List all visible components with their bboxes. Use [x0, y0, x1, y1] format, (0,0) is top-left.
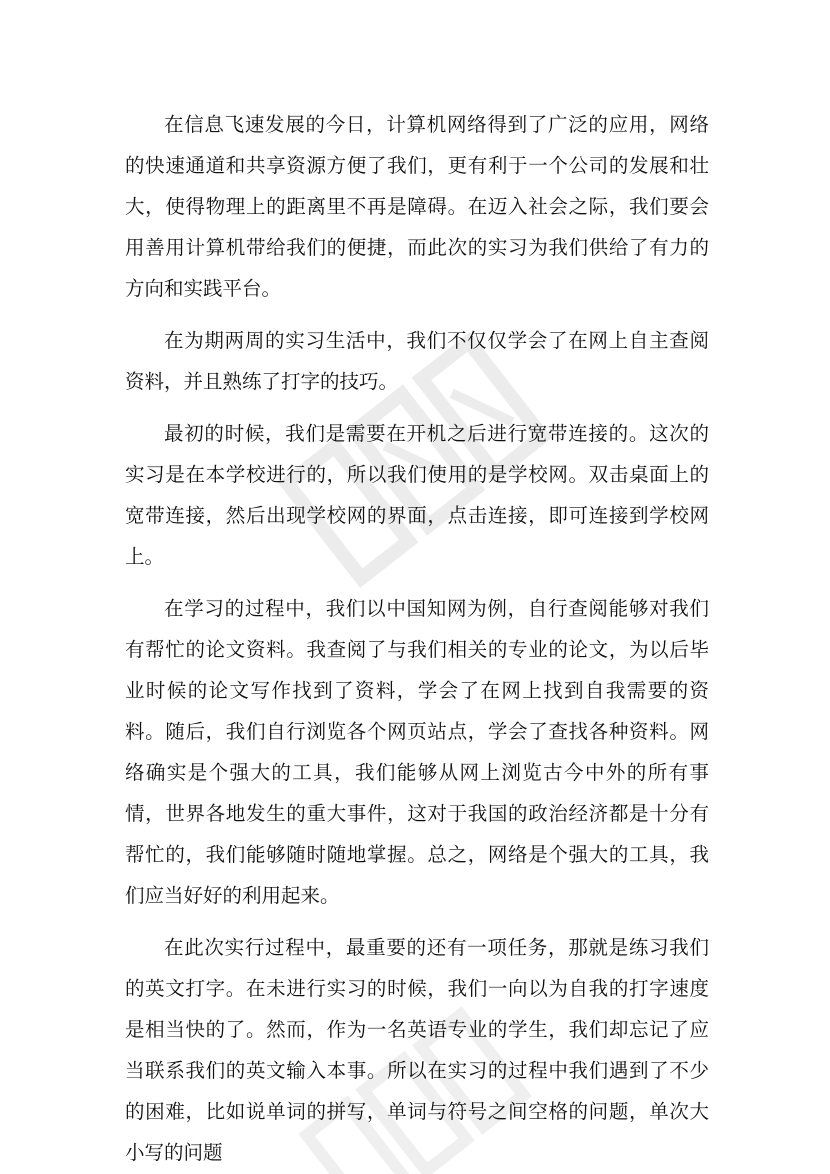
paragraph-two-weeks: 在为期两周的实习生活中，我们不仅仅学会了在网上自主查阅资料，并且熟练了打字的技巧。 [125, 329, 709, 393]
paragraph-typing: 在此次实行过程中，最重要的还有一项任务，那就是练习我们的英文打字。在未进行实习的时候，我们一向以为自我的打字速度是相当快的了。然而，作为一名英语专业的学生，我们却忘记了应当联系我们的英文输入本事。所以在实习的过程中我们遇到了不少的困难，比如说单词的拼写，单词与符号之间空格的问题，单次大小写的问题 [125, 936, 709, 1164]
paragraph-cnki: 在学习的过程中，我们以中国知网为例，自行查阅能够对我们有帮忙的论文资料。我查阅了与我们相关的专业的论文，为以后毕业时候的论文写作找到了资料，学会了在网上找到自我需要的资料。随后，我们自行浏览各个网页站点，学会了查找各种资料。网络确实是个强大的工具，我们能够从网上浏览古今中外的所有事情，世界各地发生的重大事件，这对于我国的政治经济都是十分有帮忙的，我们能够随时随地掌握。总之，网络是个强大的工具，我们应当好好的利用起来。 [125, 597, 709, 907]
paragraph-broadband: 最初的时候，我们是需要在开机之后进行宽带连接的。这次的实习是在本学校进行的，所以我们使用的是学校网。双击桌面上的宽带连接，然后出现学校网的界面，点击连接，即可连接到学校网上。 [125, 422, 709, 568]
document-body [125, 104, 709, 1173]
paragraph-intro: 在信息飞速发展的今日，计算机网络得到了广泛的应用，网络的快速通道和共享资源方便了我们，更有利于一个公司的发展和壮大，使得物理上的距离里不再是障碍。在迈入社会之际，我们要会用善用计算机带给我们的便捷，而此次的实习为我们供给了有力的方向和实践平台。 [125, 113, 709, 300]
